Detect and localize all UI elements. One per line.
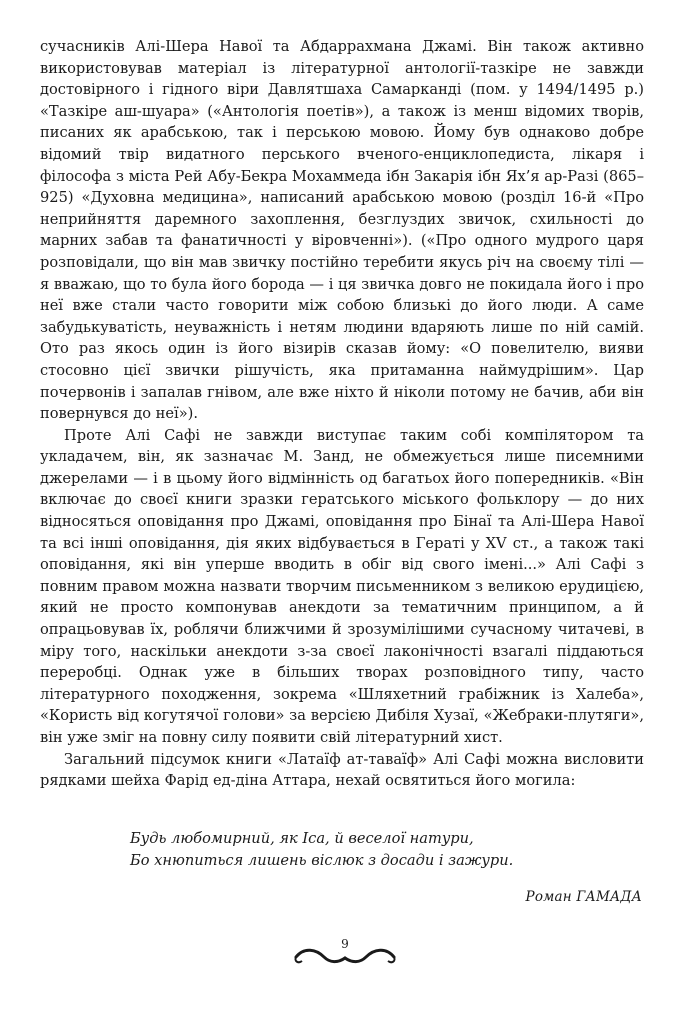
page-number: 9: [341, 937, 349, 951]
body-text: [40, 36, 644, 792]
paragraph-summary: Загальний підсумок книги «Латаїф ат-таваїф» Алі Сафі можна висловити рядками шейха Фарід ед-діна Аттара, нехай освятиться його могила:: [40, 750, 644, 790]
paragraph-ali-safi: Проте Алі Сафі не завжди виступає таким собі компілятором та укладачем, він, як зазначає М. Занд, не обмежується лише писемними джерелами — і в цьому його відмінність од багатьох його попередників. «Він включає до своєї книги зразки гератського міського фольклору — до них відносяться оповідання про Джамі, оповідання про Бінаї та Алі-Шера Навої та всі інші оповідання, дія яких відбувається в Гераті у XV ст., а також такі оповідання, які він уперше вводить в обіг від свого імені...» Алі Сафі з повним правом можна назвати творчим письменником з великою ерудицією, який не просто компонував анекдоти за тематичним принципом, а й опрацьовував їх, роблячи ближчими й зрозумілішими сучасному читачеві, в міру того, наскільки анекдоти з-за своєї лаконічності взагалі піддаються переробці. Однак уже в більших творах розповідного типу, часто літературного походження, зокрема «Шляхетний грабіжник із Халеба», «Користь від когутячої голови» за версією Дибіля Хузаї, «Жебраки-плутяги», він уже зміг на повну силу появити свій літературний хист.: [40, 426, 644, 746]
paragraph-continuation: сучасників Алі-Шера Навої та Абдаррахмана Джамі. Він також активно використовував матеріал із літературної антології-тазкіре не завжди достовірного і гідного віри Давлятшаха Самарканді (пом. у 1494/1495 р.) «Тазкіре аш-шуара» («Антологія поетів»), а також із менш відомих творів, писаних як арабською, так і перською мовою. Йому був однаково добре відомий твір видатного перського вченого-енциклопедиста, лікаря і філософа з міста Рей Абу-Бекра Мохаммеда ібн Закарія ібн Ях’я ар-Разі (865–925) «Духовна медицина», написаний арабською мовою (розділ 16-й «Про неприйняття даремного захоплення, безглуздих звичок, схильності до марних забав та фанатичності у віровченні»). («Про одного мудрого царя розповідали, що він мав звичку постійно теребити якусь річ на своєму тілі — я вважаю, що то була його борода — і ця звичка довго не покидала його і про неї вже стали часто говорити між собою близькі до його люди. А саме забудькуватість, неуважність і нетям людини вдаряють лише по ній самій. Ото раз якось один із його візирів сказав йому: «О повелителю, вияви стосовно цієї звички рішучість, яка притаманна наймудрішим». Цар почервонів і запалав гнівом, але вже ніхто й ніколи потому не бачив, аби він повернувся до неї»).: [40, 38, 644, 423]
poem-line: Бо хнюпиться лишень віслюк з досади і зажури.: [130, 852, 514, 869]
poem-quote: [130, 828, 610, 872]
page-footer: [290, 937, 400, 971]
author-signature: Роман ГАМАДА: [525, 889, 642, 905]
poem-line: Будь любомирний, як Іса, й веселої натури,: [130, 830, 474, 847]
